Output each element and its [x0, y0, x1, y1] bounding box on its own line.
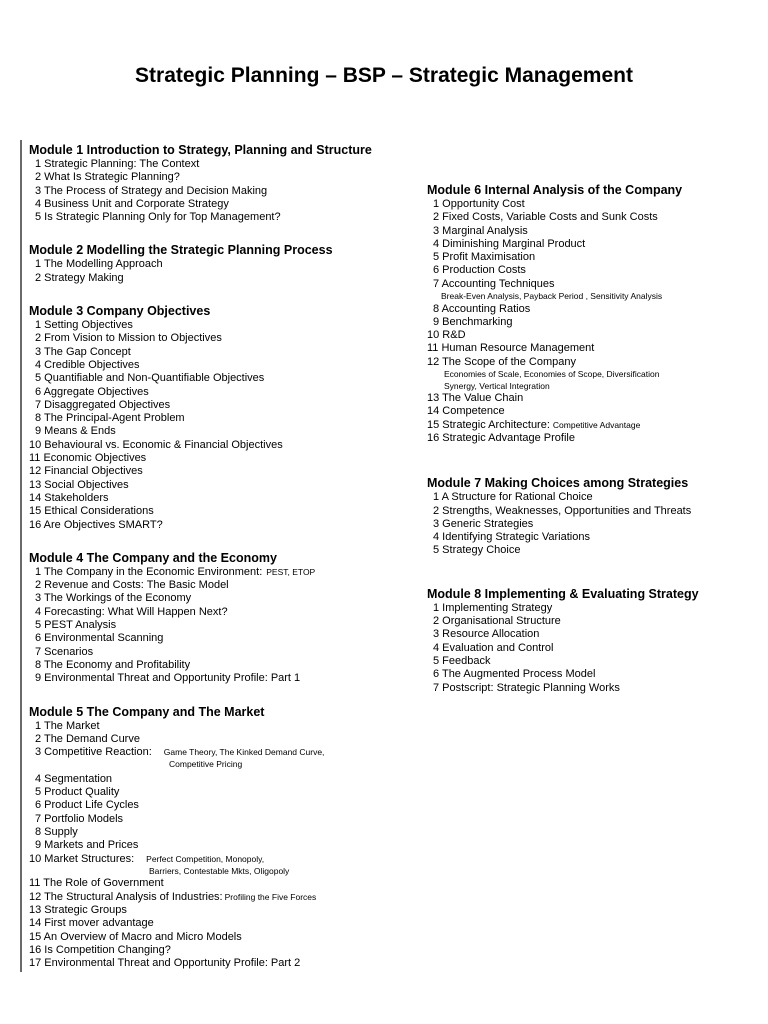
- list-item-note: Game Theory, The Kinked Demand Curve,: [163, 747, 325, 758]
- module-7: [427, 475, 757, 557]
- list-item: 16 Strategic Advantage Profile: [427, 431, 575, 444]
- list-item: 1 Opportunity Cost: [433, 198, 525, 210]
- margin-rule: [20, 140, 22, 972]
- list-item-note: Competitive Advantage: [552, 419, 641, 430]
- list-item: 5 Quantifiable and Non-Quantifiable Objectives: [35, 372, 265, 385]
- list-item: 10 R&D: [427, 329, 466, 342]
- list-item: 8 Supply: [35, 826, 78, 839]
- list-item: [29, 746, 409, 759]
- list-item: 16 Is Competition Changing?: [29, 943, 171, 956]
- list-item: 15 Ethical Considerations: [29, 505, 154, 518]
- module-1: [29, 142, 409, 224]
- list-item: 9 Markets and Prices: [35, 839, 139, 852]
- list-item: 4 Diminishing Marginal Product: [433, 237, 586, 250]
- list-item: 4 Credible Objectives: [35, 358, 140, 371]
- list-item: 2 The Demand Curve: [35, 732, 140, 745]
- list-item: [29, 891, 409, 904]
- list-item: 4 Evaluation and Control: [433, 641, 554, 654]
- list-item: 8 Accounting Ratios: [433, 302, 531, 315]
- list-item: 6 Aggregate Objectives: [35, 385, 149, 398]
- module-item-list: [29, 158, 409, 224]
- module-5: [29, 704, 409, 971]
- list-item-note: Competitive Pricing: [169, 759, 243, 770]
- list-item: 1 Setting Objectives: [35, 319, 133, 332]
- list-item-text: 10 Market Structures:: [29, 852, 135, 865]
- list-item: 5 Is Strategic Planning Only for Top Management?: [35, 211, 281, 224]
- list-item: 1 The Modelling Approach: [35, 258, 163, 271]
- list-item: 10 Behavioural vs. Economic & Financial Objectives: [29, 438, 283, 451]
- list-item: 4 Identifying Strategic Variations: [433, 531, 590, 544]
- module-item-list: [29, 566, 409, 686]
- list-item: 17 Environmental Threat and Opportunity Profile: Part 2: [29, 957, 301, 970]
- left-column: [29, 142, 409, 989]
- list-item: [427, 419, 757, 432]
- list-item-note: Synergy, Vertical Integration: [444, 380, 550, 391]
- list-item: 2 From Vision to Mission to Objectives: [35, 332, 222, 345]
- list-item: [29, 853, 409, 866]
- list-item: 2 Revenue and Costs: The Basic Model: [35, 579, 229, 592]
- right-column: [427, 182, 757, 713]
- module-heading: Module 6 Internal Analysis of the Company: [427, 183, 683, 197]
- list-item: [29, 566, 409, 579]
- list-item: 12 The Scope of the Company: [427, 355, 577, 368]
- list-item: 13 Strategic Groups: [29, 904, 127, 917]
- list-item-note: PEST, ETOP: [266, 566, 316, 577]
- module-item-list: [427, 491, 757, 557]
- list-item: 13 The Value Chain: [427, 392, 524, 405]
- list-item: 7 Postscript: Strategic Planning Works: [433, 681, 620, 694]
- list-item: 14 First mover advantage: [29, 917, 154, 930]
- list-item: 2 Organisational Structure: [433, 615, 561, 628]
- module-heading: Module 2 Modelling the Strategic Planning Process: [29, 243, 333, 258]
- module-item-list: [29, 319, 409, 532]
- module-2: [29, 242, 409, 285]
- list-item: 7 Disaggregated Objectives: [35, 398, 171, 411]
- module-8: [427, 586, 757, 695]
- list-item: 3 Marginal Analysis: [433, 224, 528, 237]
- module-3: [29, 303, 409, 532]
- list-item: 15 An Overview of Macro and Micro Models: [29, 930, 242, 943]
- module-heading: Module 1 Introduction to Strategy, Planning and Structure: [29, 143, 372, 157]
- document-title: Strategic Planning – BSP – Strategic Management: [135, 64, 633, 87]
- module-item-list: [29, 258, 409, 285]
- list-item: 7 Portfolio Models: [35, 812, 124, 825]
- list-item: 3 Generic Strategies: [433, 517, 534, 530]
- list-item: 1 The Market: [35, 719, 100, 732]
- list-item: 1 A Structure for Rational Choice: [433, 491, 593, 504]
- list-item-note: Perfect Competition, Monopoly,: [146, 853, 265, 864]
- list-item: 14 Stakeholders: [29, 491, 109, 504]
- list-item: 14 Competence: [427, 405, 505, 418]
- list-item: 8 The Principal-Agent Problem: [35, 412, 185, 425]
- list-item: 3 Resource Allocation: [433, 628, 540, 641]
- module-heading: Module 4 The Company and the Economy: [29, 550, 277, 565]
- list-item: 9 Means & Ends: [35, 425, 116, 438]
- list-item: 5 Profit Maximisation: [433, 251, 536, 264]
- list-item: 6 The Augmented Process Model: [433, 668, 596, 681]
- list-item: 9 Environmental Threat and Opportunity Profile: Part 1: [35, 672, 301, 685]
- list-item: 5 Feedback: [433, 654, 491, 667]
- list-item: 16 Are Objectives SMART?: [29, 518, 163, 531]
- list-item: 7 Scenarios: [35, 645, 94, 658]
- list-item: 5 Strategy Choice: [433, 544, 521, 557]
- module-6: [427, 182, 757, 445]
- list-item: 6 Product Life Cycles: [35, 799, 139, 812]
- list-item-text: 3 Competitive Reaction:: [35, 746, 152, 759]
- list-item: 13 Social Objectives: [29, 478, 129, 491]
- list-item: 2 What Is Strategic Planning?: [35, 171, 180, 184]
- module-heading: Module 8 Implementing & Evaluating Strategy: [427, 586, 699, 601]
- list-item: 3 The Workings of the Economy: [35, 592, 192, 605]
- list-item: 6 Environmental Scanning: [35, 632, 164, 645]
- module-item-list: [427, 198, 757, 445]
- list-item: 4 Forecasting: What Will Happen Next?: [35, 605, 228, 618]
- module-heading: Module 7 Making Choices among Strategies: [427, 476, 689, 491]
- list-item: 8 The Economy and Profitability: [35, 658, 191, 671]
- list-item: 2 Strategy Making: [35, 271, 124, 284]
- list-item: 11 Economic Objectives: [29, 452, 147, 465]
- module-heading: Module 3 Company Objectives: [29, 304, 211, 319]
- list-item: 6 Production Costs: [433, 264, 526, 277]
- list-item: 4 Segmentation: [35, 772, 113, 785]
- list-item: 5 Product Quality: [35, 786, 120, 799]
- list-item: 1 Strategic Planning: The Context: [35, 158, 200, 170]
- list-item: 4 Business Unit and Corporate Strategy: [35, 197, 229, 210]
- list-item: 3 The Gap Concept: [35, 345, 131, 358]
- list-item: 11 Human Resource Management: [427, 342, 595, 355]
- list-item: 11 The Role of Government: [29, 877, 164, 890]
- list-item-text: 15 Strategic Architecture:: [427, 418, 550, 431]
- list-item: 9 Benchmarking: [433, 315, 513, 328]
- list-item-note: Profiling the Five Forces: [224, 891, 317, 902]
- list-item: 2 Fixed Costs, Variable Costs and Sunk Costs: [433, 211, 658, 224]
- module-item-list: [29, 720, 409, 971]
- list-item-note: Break-Even Analysis, Payback Period , Sensitivity Analysis: [441, 291, 663, 302]
- module-4: [29, 550, 409, 686]
- list-item-text: 1 The Company in the Economic Environment:: [35, 565, 263, 578]
- list-item: 7 Accounting Techniques: [433, 277, 555, 290]
- list-item-note: Economies of Scale, Economies of Scope, Diversification: [444, 369, 660, 380]
- list-item-text: 12 The Structural Analysis of Industries:: [29, 890, 223, 903]
- module-item-list: [427, 602, 757, 695]
- list-item: 3 The Process of Strategy and Decision Making: [35, 184, 268, 197]
- list-item: 12 Financial Objectives: [29, 465, 143, 478]
- list-item-note: Barriers, Contestable Mkts, Oligopoly: [149, 865, 290, 876]
- list-item: 1 Implementing Strategy: [433, 601, 553, 614]
- list-item: 2 Strengths, Weaknesses, Opportunities and Threats: [433, 504, 692, 517]
- list-item: 5 PEST Analysis: [35, 619, 117, 632]
- module-heading: Module 5 The Company and The Market: [29, 704, 265, 719]
